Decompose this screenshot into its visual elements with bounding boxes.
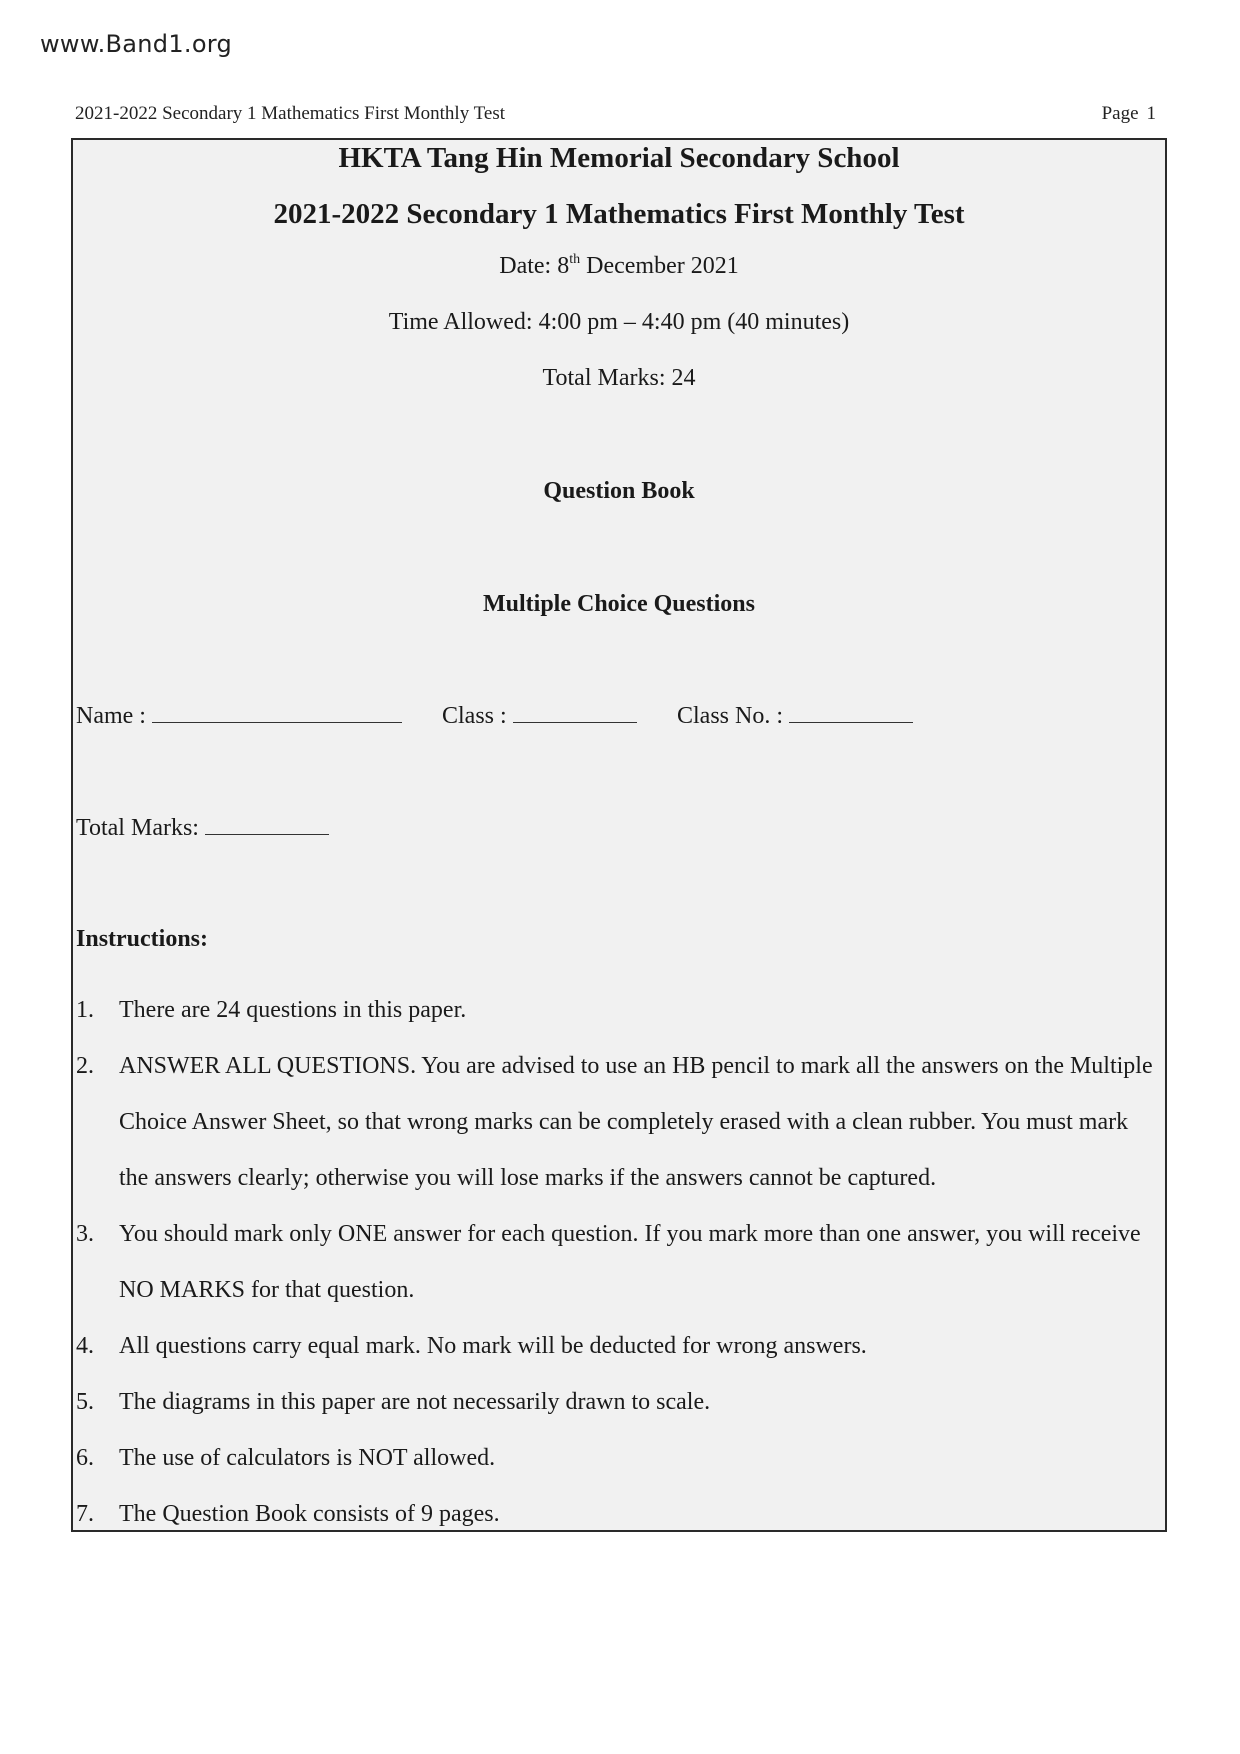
class-label: Class : xyxy=(442,703,507,729)
class-no-label: Class No. : xyxy=(677,703,784,729)
instruction-item xyxy=(76,1038,1156,1206)
date-ordinal-suffix: th xyxy=(569,252,581,267)
instruction-text: ANSWER ALL QUESTIONS. You are advised to use an HB pencil to mark all the answers on the Multiple Choice Answer Sheet, so that wrong marks can be completely erased with a clean rubber. You must mark the answers clearly; otherwise you will lose marks if the answers cannot be captured. xyxy=(119,1053,1153,1191)
instruction-text: The Question Book consists of 9 pages. xyxy=(119,1501,500,1527)
class-no-field xyxy=(677,702,913,730)
instruction-item xyxy=(76,1206,1156,1318)
date-rest: December 2021 xyxy=(580,253,739,279)
name-label: Name : xyxy=(76,703,146,729)
instruction-item xyxy=(76,1430,1156,1486)
total-marks-field xyxy=(76,814,329,842)
instruction-number: 6. xyxy=(76,1445,94,1471)
page-indicator xyxy=(1094,103,1156,125)
question-book-label: Question Book xyxy=(543,478,695,504)
instruction-text: All questions carry equal mark. No mark will be deducted for wrong answers. xyxy=(119,1333,867,1359)
instruction-item xyxy=(76,982,1156,1038)
instructions-heading: Instructions: xyxy=(76,926,209,952)
instruction-text: There are 24 questions in this paper. xyxy=(119,997,467,1023)
site-watermark: www.Band1.org xyxy=(40,30,233,58)
class-field xyxy=(442,702,637,730)
date-prefix: Date: 8 xyxy=(499,253,570,279)
instruction-text: The diagrams in this paper are not necessarily drawn to scale. xyxy=(119,1389,711,1415)
page-label: Page xyxy=(1101,103,1139,124)
section-label: Multiple Choice Questions xyxy=(482,591,755,617)
name-field xyxy=(76,702,402,730)
class-no-blank xyxy=(789,702,913,723)
instruction-number: 2. xyxy=(76,1053,94,1079)
page-number: 1 xyxy=(1146,103,1156,124)
total-marks-blank xyxy=(205,814,329,835)
name-blank xyxy=(152,702,402,723)
instruction-number: 1. xyxy=(76,997,94,1023)
instruction-text: The use of calculators is NOT allowed. xyxy=(119,1445,496,1471)
instructions-list xyxy=(76,982,1156,1542)
instruction-number: 4. xyxy=(76,1333,94,1359)
instruction-number: 3. xyxy=(76,1221,94,1247)
running-header-title: 2021-2022 Secondary 1 Mathematics First Monthly Test xyxy=(75,103,505,124)
exam-date xyxy=(73,253,1165,280)
instruction-text: You should mark only ONE answer for each question. If you mark more than one answer, you will receive NO MARKS for that question. xyxy=(119,1221,1141,1303)
school-name: HKTA Tang Hin Memorial Secondary School xyxy=(338,142,900,174)
total-marks-info: Total Marks: 24 xyxy=(542,365,696,391)
instruction-item xyxy=(76,1486,1156,1542)
class-blank xyxy=(513,702,637,723)
time-allowed: Time Allowed: 4:00 pm – 4:40 pm (40 minutes) xyxy=(388,309,850,335)
instruction-number: 7. xyxy=(76,1501,94,1527)
test-title: 2021-2022 Secondary 1 Mathematics First Monthly Test xyxy=(273,198,965,230)
instruction-item xyxy=(76,1374,1156,1430)
cover-page-frame xyxy=(71,138,1167,1532)
instruction-number: 5. xyxy=(76,1389,94,1415)
instruction-item xyxy=(76,1318,1156,1374)
total-marks-label: Total Marks: xyxy=(76,815,199,841)
